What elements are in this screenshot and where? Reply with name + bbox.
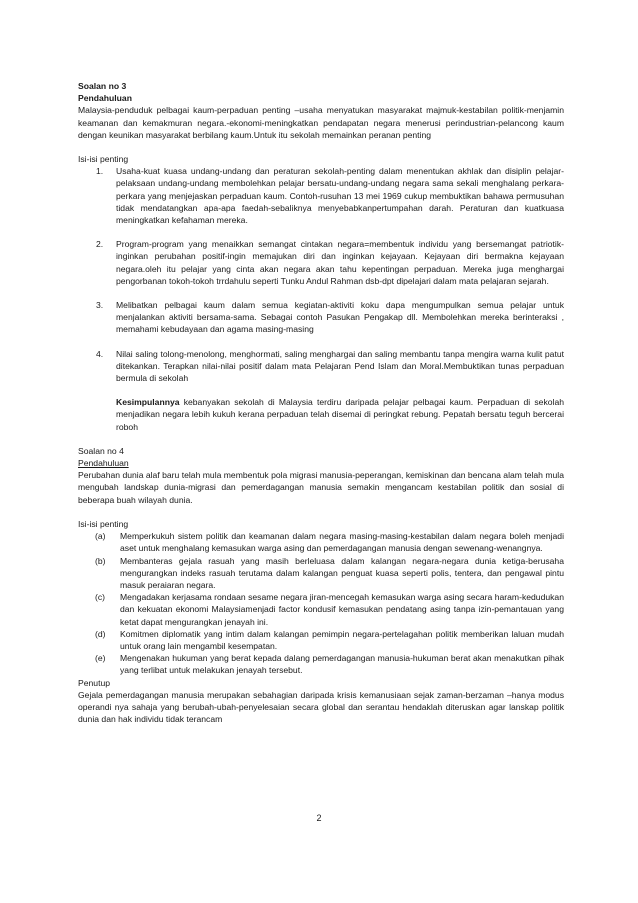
item-text: Memperkukuh sistem politik dan keamanan dalam negara masing-masing-kestabilan dalam negara boleh menjadi aset untuk menghalang kemasukan warga asing dan pemerdagangan manusia dengan sewenang-wenangnya.: [120, 531, 564, 554]
s4-isi-label: Isi-isi penting: [78, 518, 129, 529]
s3-item-1: [78, 165, 564, 226]
page-number: 2: [316, 813, 322, 823]
s4-intro: Perubahan dunia alaf baru telah mula membentuk pola migrasi manusia-peperangan, kemiskinan dan bencana alam telah mula mengubah landskap dunia-migrasi dan pemerdagangan manusia semakin mengancam kestabilan politik dan sosial di beberapa buah wilayah dunia.: [78, 470, 564, 505]
item-text: Usaha-kuat kuasa undang-undang dan peraturan sekolah-penting dalam menentukan akhlak dan disiplin pelajar-pelaksaan undang-undang membolehkan pelajar bersatu-undang-undang negara sama sekali menghalang perkara-perkara yang menjejaskan perpaduan kaum. Contoh-rusuhan 13 mei 1969 cukup membuktikan bahawa permusuhan tidak mendatangkan apa-apa faedah-sebaliknya menyebabkanpertumpahan darah. Peraturan dan kuatkuasa meningkatkan kefahaman mereka.: [116, 166, 564, 226]
s3-heading: Pendahuluan: [78, 93, 132, 104]
item-letter: (a): [95, 531, 106, 542]
s3-isi-label: Isi-isi penting: [78, 154, 129, 165]
s3-item-2: [78, 238, 564, 287]
s4-item-b: [78, 555, 564, 592]
s4-penutup-text: Gejala pemerdagangan manusia merupakan sebahagian daripada krisis kemanusiaan sejak zaman-berzaman –hanya modus operandi nya sahaja yang berubah-ubah-penyelesaian secara global dan serantau hendaklah diteruskan agar lanskap politik dunia dan hak individu tidak terancam: [78, 689, 564, 725]
s4-item-d: [78, 628, 564, 652]
s3-title: Soalan no 3: [78, 81, 127, 91]
s4-item-a: [78, 530, 564, 554]
item-text: Nilai saling tolong-menolong, menghormati, saling menghargai dan saling membantu tanpa mengira warna kulit patut ditekankan. Terapkan nilai-nilai positif dalam mata Pelajaran Pend Islam dan Moral.Membuktikan tunas perpaduan bermula di sekolah: [116, 348, 564, 384]
item-text: Mengenakan hukuman yang berat kepada dalang pemerdagangan manusia-hukuman berat akan menakutkan pihak yang terlibat untuk melakukan jenayah tersebut.: [120, 653, 564, 676]
item-number: 3.: [96, 300, 104, 311]
s3-item-4: [78, 348, 564, 385]
item-text: Komitmen diplomatik yang intim dalam kalangan pemimpin negara-pertelagahan politik memberikan laluan mudah untuk orang lain mengambil kesempatan.: [120, 628, 564, 651]
conclusion-text: kebanyakan sekolah di Malaysia terdiru daripada pelajar pelbagai kaum. Perpaduan di sekolah menjadikan negara lebih kukuh kerana perpaduan telah disemai di peringkat rebung. Pepatah bersatu teguh bercerai roboh: [116, 397, 564, 432]
item-letter: (c): [95, 592, 106, 603]
item-letter: (d): [95, 628, 106, 639]
s4-heading: Pendahuluan: [78, 458, 129, 469]
s3-item-3: [78, 299, 564, 336]
item-number: 2.: [96, 239, 104, 250]
s4-penutup-label: Penutup: [78, 677, 111, 688]
conclusion-label: Kesimpulannya: [116, 397, 180, 408]
s4-item-c: [78, 591, 564, 628]
s3-intro: Malaysia-penduduk pelbagai kaum-perpaduan penting –usaha menyatukan masyarakat majmuk-kestabilan politik-menjamin keamanan dan kemakmuran negara.-ekonomi-meningkatkan pendapatan negara menerusi perindustrian-pelancong kaum dengan keunikan masyarakat berbilang kaum.Untuk itu sekolah memainkan peranan penting: [78, 105, 564, 140]
item-text: Membanteras gejala rasuah yang masih berleluasa dalam kalangan negara-negara dunia ketiga-berusaha mengurangkan indeks rasuah terutama dalam kalangan penguat kuasa seperti polis, tentera, dan pengawal pintu masuk peraiaran negara.: [120, 555, 564, 590]
item-number: 1.: [96, 166, 104, 177]
s4-item-e: [78, 652, 564, 676]
item-text: Program-program yang menaikkan semangat cintakan negara=membentuk individu yang bersemangat patriotik-inginkan perubahan positif-ingin memajukan diri dan inginkan kejayaan. Kejayaan diri bermakna kejayaan negara.oleh itu pelajar yang cinta akan negara akan tahu kepentingan perpaduan. Mereka juga menghargai pengorbanan tokoh-tokoh trrdahulu seperti Tunku Andul Rahman dsb-dpt dipelajari dalam mata pelajaran sejarah.: [116, 239, 564, 286]
item-text: Mengadakan kerjasama rondaan sesame negara jiran-mencegah kemasukan warga asing secara haram-kedudukan dan kekuatan ekonomi Malaysiamenjadi factor kondusif kemasukan pendatang asing tanpa izin-pemantauan yang ketat dapat mengurangkan jenayah ini.: [120, 592, 564, 627]
item-number: 4.: [96, 348, 104, 359]
s3-conclusion: [78, 396, 564, 433]
document-body: [78, 80, 564, 725]
item-letter: (b): [95, 555, 106, 566]
s4-title: Soalan no 4: [78, 445, 124, 456]
item-text: Melibatkan pelbagai kaum dalam semua kegiatan-aktiviti koku dapa mengumpulkan semua pelajar untuk menjalankan aktiviti bersama-sama. Sebagai contoh Pasukan Pengakap dll. Membolehkan mereka berinteraksi , memahami kebudayaan dan agama masing-masing: [116, 300, 564, 335]
item-letter: (e): [95, 653, 106, 664]
